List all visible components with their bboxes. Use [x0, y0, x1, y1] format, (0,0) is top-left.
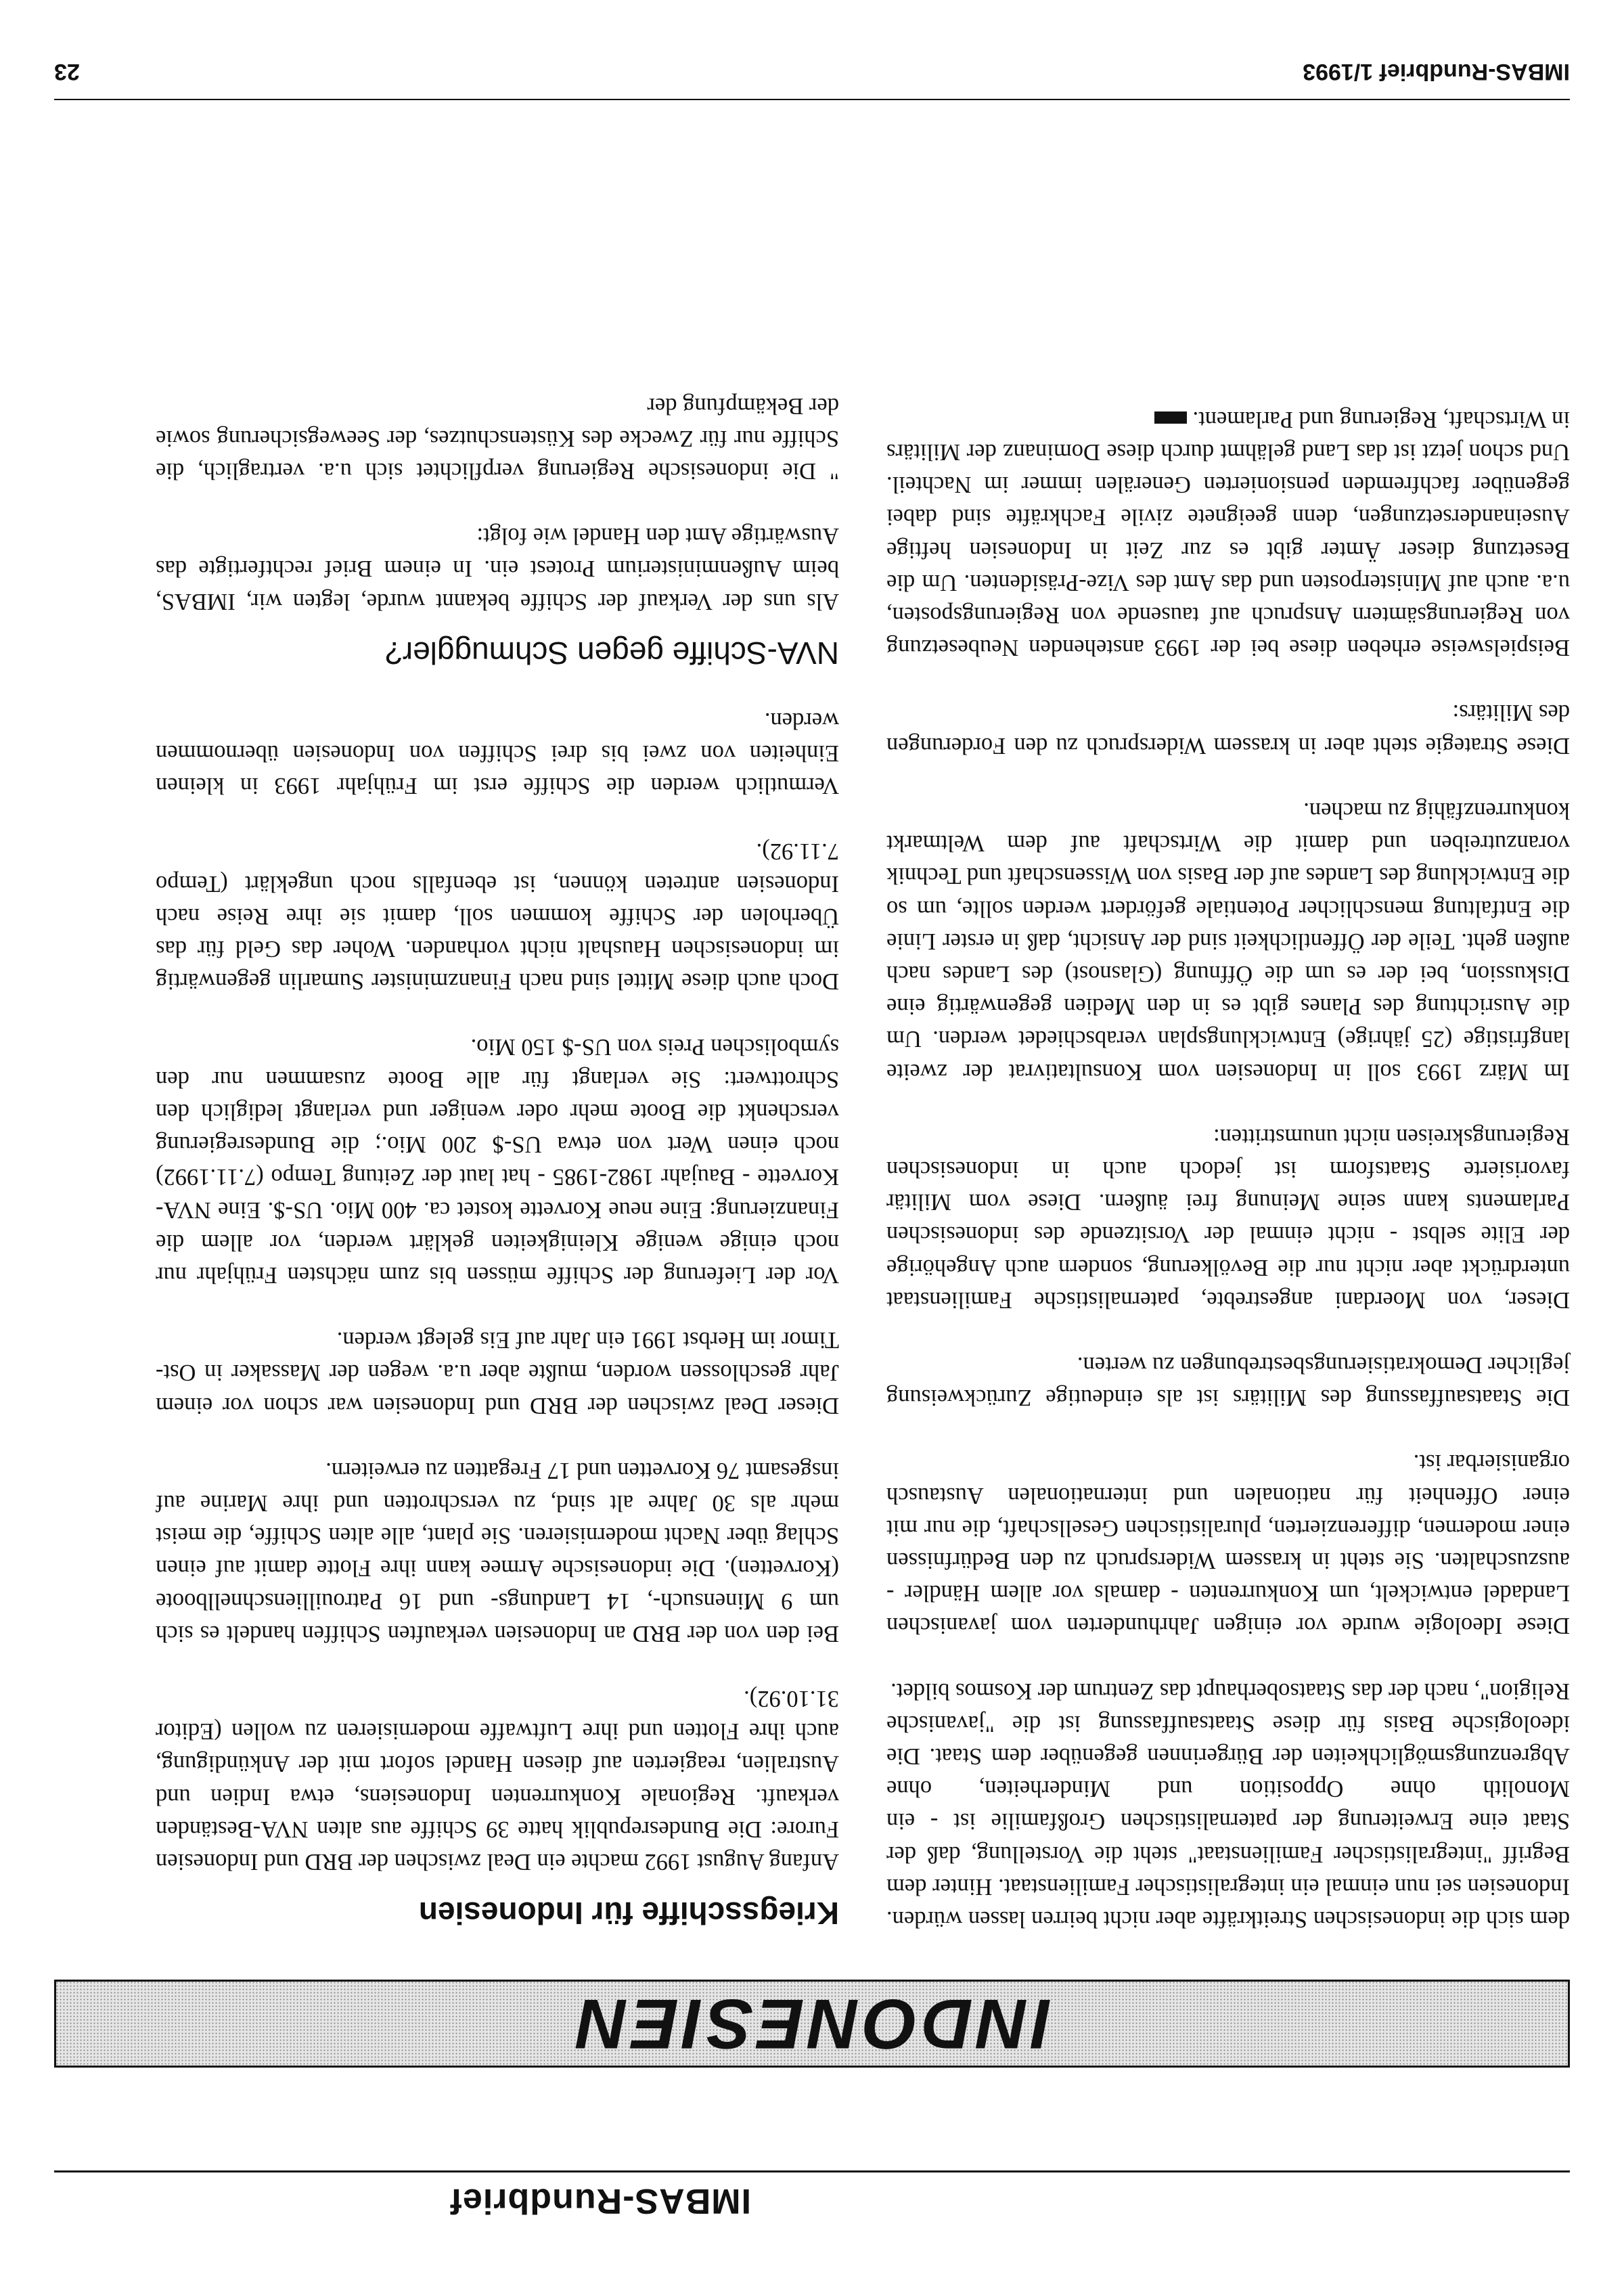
section-title: NVA-Schiffe gegen Schmuggler?: [385, 635, 839, 671]
header-rule: [54, 2170, 1570, 2172]
paragraph: Vor der Lieferung der Schiffe müssen bis zum nächsten Frühjahr nur noch einige wenige Kleinigkeiten geklärt werden, vor allem die Finanzierung: Eine neue Korvette kostet ca. 400 Mio. US-$. Eine NVA-Korvette - Baujahr 1982-1985 - hat laut der Zeitung Tempo (7.11.1992) noch einen Wert von etwa US-$ 200 Mio.; die Bundesregierung verschenkt die Boote mehr oder weniger und verlangt lediglich den Schrottwert: Sie verlangt für alle Boote zusammen nur den symbolischen Preis von US-$ 150 Mio.: [156, 1033, 839, 1288]
paragraph: Dieser Deal zwischen der BRD und Indonesien war schon vor einem Jahr geschlossen worden, mußte aber u.a. wegen der Massaker in Ost-Timor im Herbst 1991 ein Jahr auf Eis gelegt werden.: [156, 1327, 839, 1419]
paragraph: " Die indonesische Regierung verpflichtet sich u.a. vertraglich, die Schiffe nur für Zwecke des Küstenschutzes, der Seewegsicherung sowie der Bekämpfung der: [156, 393, 839, 485]
end-of-article-mark: [1154, 411, 1187, 424]
footer-publication-issue: IMBAS-Rundbrief 1/1993: [1303, 59, 1570, 85]
paragraph-text: Beispielsweise erheben diese bei der 1993 anstehenden Neubesetzung von Regierungsämtern Anspruch auf tausende von Regierungsposten, u.a. auch auf Ministerposten und das Amt des Vize-Präsidenten. Um die Besetzung dieser Ämter gibt es zur Zeit in Indonesien heftige Auseinandersetzungen, denn geeignete zivile Fachkräfte sind dabei gegenüber fachfremden pensionierten Generälen immer im Nachteil. Und schon jetzt ist das Land gelähmt durch diese Dominanz der Militärs in Wirtschaft, Regierung und Parlament.: [886, 406, 1570, 661]
paragraph: Anfang August 1992 machte ein Deal zwischen der BRD und Indonesien Furore: Die Bundesrepublik hatte 39 Schiffe aus alten NVA-Beständen verkauft. Regionale Konkurrenten Indonesiens, etwa Indien und Australien, reagierten auf diesen Handel sofort mit der Ankündigung, auch ihre Flotten und ihre Luftwaffe modernisieren zu wollen (Editor 31.10.92).: [156, 1685, 839, 1875]
paragraph: Dieser, von Moerdani angestrebte, paternalistische Familienstaat unterdrückt aber nicht nur die Bevölkerung, sondern auch Angehörige der Elite selbst - nicht einmal der Vorsitzende des indonesischen Parlaments kann seine Meinung frei äußern. Diese vom Militär favorisierte Staatsform ist jedoch auch in indonesischen Regierungskreisen nicht unumstritten:: [886, 1123, 1570, 1313]
paragraph: Im März 1993 soll in Indonesien vom Konsultativrat der zweite langfristige (25 jährige) Entwicklungsplan verabschiedet werden. Um die Ausrichtung des Planes gibt es in den Medien gegenwärtig eine Diskussion, bei der es um die Öffnung (Glasnost) des Landes nach außen geht. Teile der Öffentlichkeit sind der Ansicht, daß in erster Linie die Entfaltung menschlicher Potentiale gefördert werden sollte, um so die Entwicklung des Landes auf der Basis von Wissenschaft und Technik voranzutreiben und damit die Wirtschaft auf dem Weltmarkt konkurrenzfähig zu machen.: [886, 797, 1570, 1085]
footer-rule: [54, 99, 1570, 100]
paragraph: Diese Strategie steht aber in krassem Widerspruch zu den Forderungen des Militärs:: [886, 700, 1570, 759]
publication-header: IMBAS-Rundbrief: [449, 2181, 751, 2221]
section-title: Kriegsschiffe für Indonesien: [418, 1896, 839, 1931]
paragraph: Doch auch diese Mittel sind nach Finanzminister Sumarlin gegenwärtig im indonesischen Haushalt nicht vorhanden. Woher das Geld für das Überholen der Schiffe kommen soll, damit sie ihre Reise nach Indonesien antreten können, ist ebenfalls noch ungeklärt (Tempo 7.11.92).: [156, 838, 839, 995]
section-banner: [54, 1980, 1570, 2068]
paragraph: Vermutlich werden die Schiffe erst im Frühjahr 1993 in kleinen Einheiten von zwei bis drei Schiffen von Indonesien übernommen werden.: [156, 707, 839, 799]
paragraph: Die Staatsauffassung des Militärs ist als eindeutige Zurückweisung jeglicher Demokratisierungsbestrebungen zu werten.: [886, 1352, 1570, 1411]
right-column: [156, 357, 839, 1932]
paragraph: Diese Ideologie wurde vor einigen Jahrhunderten vom javanischen Landadel entwickelt, um Konkurrenten - damals vor allem Händler - auszuschalten. Sie steht in krassem Widerspruch zu den Bedürfnissen einer modernen, differenzierten, pluralistischen Gesellschaft, die nur mit einer Offenheit für nationalen und internationalen Austausch organisierbar ist.: [886, 1450, 1570, 1639]
paragraph: dem sich die indonesischen Streitkräfte aber nicht beirren lassen würden. Indonesien sei nun einmal ein integralistischer Familienstaat. Hinter dem Begriff "integralistischer Familienstaat" steht die Vorstellung, daß der Staat eine Erweiterung der paternalistischen Großfamilie ist - ein Monolith ohne Opposition und Minderheiten, ohne Abgrenzungsmöglichkeiten der Bürgerinnen gegenüber dem Staat. Die ideologische Basis für diese Staatsauffassung ist die "javanische Religion", nach der das Staatsoberhaupt das Zentrum der Kosmos bildet.: [886, 1678, 1570, 1932]
paragraph: Als uns der Verkauf der Schiffe bekannt wurde, legten wir, IMBAS, beim Außenministerium Protest ein. In einem Brief rechtfertigte das Auswärtige Amt den Handel wie folgt:: [156, 523, 839, 615]
paragraph: Bei den von der BRD an Indonesien verkauften Schiffen handelt es sich um 9 Minensuch-, 14 Landungs- und 16 Patrouillienschnellboote (Korvetten). Die indonesische Armee kann ihre Flotte damit auf einen Schlag über Nacht modernisieren. Sie plant, alle alten Schiffe, die meist mehr als 30 Jahre alt sind, zu verschrotten und ihre Marine auf insgesamt 76 Korvetten und 17 Fregatten zu erweitern.: [156, 1457, 839, 1647]
banner-title: INDONESIEN: [572, 1984, 1052, 2064]
left-column: [886, 371, 1570, 1936]
paragraph-last: [886, 403, 1570, 665]
page-number: 23: [54, 59, 80, 85]
